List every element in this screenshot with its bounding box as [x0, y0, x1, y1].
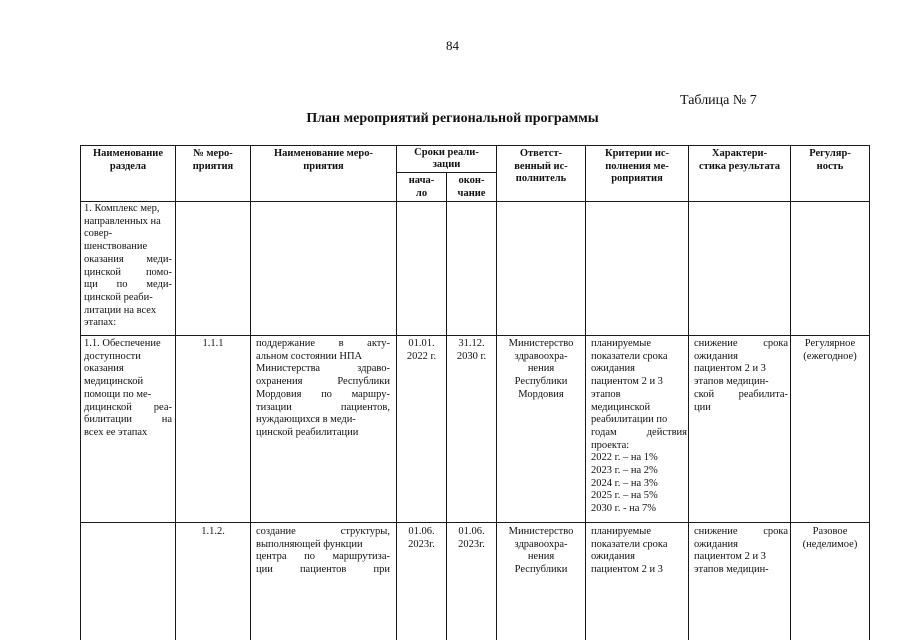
cell-line: Министерство — [508, 338, 574, 349]
cell-word: снижение — [694, 526, 738, 537]
cell-line: полнитель — [515, 173, 567, 185]
cell-line — [694, 526, 788, 539]
cell-line: 01.01. — [408, 338, 435, 349]
cell-word: по — [116, 279, 128, 291]
row3-regularity — [791, 526, 869, 551]
cell-word: билитации — [84, 414, 133, 426]
cell-word: создание — [256, 526, 296, 537]
cell-line: планируемые — [591, 338, 652, 349]
cell-line: 1.1.2. — [201, 526, 225, 537]
cell-line: № меро- — [193, 148, 233, 159]
cell-word: здраво- — [357, 363, 390, 375]
header-result — [689, 148, 790, 173]
cell-line — [256, 402, 390, 415]
cell-word: тизации — [256, 401, 292, 413]
header-terms — [397, 147, 496, 171]
row2-start — [397, 338, 446, 363]
cell-word: по — [304, 551, 315, 563]
cell-line: (ежегодное) — [803, 350, 857, 362]
cell-line: Наименование — [93, 148, 163, 159]
cell-word: годам — [591, 426, 617, 438]
cell-line: Наименование меро- — [273, 148, 374, 159]
cell-line: 01.06. — [408, 526, 435, 537]
cell-line — [694, 389, 788, 402]
cell-line — [256, 376, 390, 389]
page-title: План мероприятий региональной программы — [306, 111, 599, 126]
cell-word: снижение — [694, 338, 738, 349]
cell-line — [256, 389, 390, 402]
row2-section — [84, 338, 172, 440]
cell-line: 2025 г. – на 5% — [591, 490, 658, 502]
row3-result — [694, 526, 788, 577]
cell-line: всех ее этапах — [84, 426, 148, 438]
row3-number — [176, 526, 250, 539]
cell-line: (неделимое) — [802, 538, 858, 550]
cell-word: на — [161, 414, 172, 426]
cell-line: зации — [432, 159, 461, 170]
cell-line: этапов — [591, 388, 621, 400]
cell-line — [84, 402, 172, 415]
cell-word: по — [321, 388, 332, 400]
cell-line: оказания — [84, 363, 124, 375]
cell-line: Регуляр- — [809, 148, 851, 159]
cell-line: ность — [816, 160, 844, 172]
cell-line: ожидания — [591, 363, 635, 375]
cell-line: приятия — [303, 160, 344, 172]
header-section — [81, 148, 175, 173]
cell-line: этапах: — [84, 317, 117, 329]
cell-line: 2024 г. – на 3% — [591, 477, 658, 489]
cell-line: Республики — [514, 564, 568, 576]
table-label: Таблица № 7 — [680, 93, 757, 108]
cell-word: Мордовия — [256, 388, 302, 400]
cell-line: ожидания — [694, 538, 738, 550]
cell-word: помо- — [145, 266, 172, 278]
cell-line: 2022 г. — [406, 350, 437, 362]
cell-line: венный ис- — [514, 160, 568, 172]
cell-line: Министерство — [508, 526, 574, 537]
cell-word: действия — [646, 426, 687, 438]
row3-criteria — [591, 526, 687, 577]
cell-line: нуждающихся в меди- — [256, 414, 356, 426]
cell-word: при — [373, 564, 390, 576]
cell-line: планируемые — [591, 526, 652, 537]
cell-line: Регулярное — [804, 338, 856, 349]
row2-result — [694, 338, 788, 414]
cell-line: выполняющей функции — [256, 538, 363, 550]
cell-word: цинской — [84, 266, 121, 278]
cell-line: ожидания — [694, 350, 738, 362]
cell-line: нения — [527, 551, 555, 563]
cell-word: пациентов — [299, 564, 347, 576]
cell-word: щи — [84, 279, 98, 291]
cell-line: Сроки реали- — [414, 147, 479, 158]
cell-line: показатели срока — [591, 350, 668, 362]
cell-word: дицинской — [84, 401, 132, 413]
cell-line: литации на всех — [84, 304, 157, 316]
row2-end — [447, 338, 496, 363]
cell-line — [256, 564, 390, 577]
cell-line — [84, 267, 172, 280]
cell-word: Республики — [337, 376, 390, 388]
cell-line — [256, 526, 390, 539]
cell-line: Критерии ис- — [604, 148, 670, 159]
cell-line: направленных на — [84, 215, 161, 227]
cell-line: роприятия — [611, 173, 663, 185]
cell-line: шенствование — [84, 241, 148, 253]
cell-line: нения — [527, 363, 555, 375]
cell-line: цинской реабилитации — [256, 426, 359, 438]
cell-word: срока — [763, 526, 788, 537]
cell-line: 1.1. Обеспечение — [84, 338, 161, 349]
cell-line: реабилитации по — [591, 414, 668, 426]
cell-line: пациентом 2 и 3 — [591, 564, 663, 576]
cell-line — [694, 338, 788, 351]
cell-line: 2030 г. — [456, 350, 487, 362]
cell-line: 2022 г. – на 1% — [591, 452, 658, 464]
cell-line — [256, 363, 390, 376]
cell-word: меди- — [146, 253, 172, 265]
header-end — [447, 175, 496, 200]
cell-line — [256, 551, 390, 564]
cell-word: срока — [763, 338, 788, 349]
cell-word: акту- — [367, 338, 390, 349]
cell-line: показатели срока — [591, 538, 668, 550]
cell-line: ло — [415, 187, 428, 199]
cell-line: этапов медицин- — [694, 564, 769, 576]
cell-line: Разовое — [812, 526, 848, 537]
cell-word: охранения — [256, 376, 303, 388]
cell-line: этапов медицин- — [694, 376, 769, 388]
page-number: 84 — [446, 38, 459, 53]
cell-line: Ответст- — [519, 148, 563, 159]
cell-line: раздела — [109, 160, 147, 172]
cell-line: 01.06. — [458, 526, 485, 537]
cell-word: ции — [256, 564, 273, 576]
header-criteria — [586, 148, 688, 186]
cell-line: помощи по ме- — [84, 388, 152, 400]
header-number — [176, 148, 250, 173]
cell-word: структуры, — [340, 526, 390, 537]
cell-word: оказания — [84, 253, 124, 265]
header-activity — [251, 148, 396, 173]
cell-line: приятия — [192, 160, 234, 172]
cell-word: реа- — [153, 401, 172, 413]
cell-line: стика результата — [699, 160, 780, 172]
row2-regularity — [791, 338, 869, 363]
row3-end — [447, 526, 496, 551]
cell-line: здравоохра- — [514, 538, 568, 550]
cell-line — [84, 414, 172, 427]
cell-line: ожидания — [591, 551, 635, 563]
row2-number — [176, 338, 250, 351]
cell-line: Мордовия — [518, 388, 564, 400]
cell-word: маршрутиза- — [332, 551, 390, 563]
row3-activity — [256, 526, 390, 577]
cell-line: пациентом 2 и 3 — [694, 551, 766, 563]
row3-executor — [497, 526, 585, 577]
cell-line: доступности — [84, 350, 141, 362]
cell-line: проекта: — [591, 439, 630, 451]
cell-line: совер- — [84, 228, 113, 240]
header-start — [397, 175, 446, 200]
cell-line: здравоохра- — [514, 350, 568, 362]
cell-line: 31.12. — [458, 338, 485, 349]
cell-line — [84, 279, 172, 292]
cell-line: медицинской — [84, 376, 144, 388]
cell-line — [84, 254, 172, 267]
header-regularity — [791, 148, 869, 173]
cell-line: окон- — [458, 175, 485, 186]
cell-line: пациентом 2 и 3 — [591, 376, 663, 388]
cell-line: цинской реаби- — [84, 291, 153, 303]
row2-activity — [256, 338, 390, 440]
cell-line — [591, 427, 687, 440]
cell-word: маршру- — [351, 388, 390, 400]
cell-line: ции — [694, 401, 711, 413]
cell-line: Республики — [514, 376, 568, 388]
cell-line: альном состоянии НПА — [256, 350, 363, 362]
cell-line: Характери- — [711, 148, 768, 159]
cell-word: пациентов, — [340, 401, 390, 413]
cell-line — [256, 338, 390, 351]
cell-line: 1.1.1 — [202, 338, 224, 349]
row1-section — [84, 203, 172, 330]
cell-line: 2030 г. - на 7% — [591, 503, 657, 515]
cell-word: меди- — [146, 279, 172, 291]
header-executor — [497, 148, 585, 186]
row3-start — [397, 526, 446, 551]
cell-word: Министерства — [256, 363, 321, 375]
cell-line: полнения ме- — [605, 160, 669, 172]
cell-word: центра — [256, 551, 287, 563]
cell-line: медицинской — [591, 401, 651, 413]
cell-line: 2023г. — [458, 538, 485, 550]
row2-executor — [497, 338, 585, 402]
cell-word: реабилита- — [738, 388, 788, 400]
cell-line: нача- — [408, 175, 435, 186]
row2-criteria — [591, 338, 687, 516]
cell-line: чание — [457, 187, 486, 199]
cell-line: 2023 г. – на 2% — [591, 465, 658, 477]
cell-line: пациентом 2 и 3 — [694, 363, 766, 375]
cell-line: 1. Комплекс мер, — [84, 203, 160, 214]
cell-line: 2023г. — [408, 538, 435, 550]
cell-word: ской — [694, 388, 715, 400]
cell-word: в — [338, 338, 344, 349]
cell-word: поддержание — [256, 338, 315, 349]
